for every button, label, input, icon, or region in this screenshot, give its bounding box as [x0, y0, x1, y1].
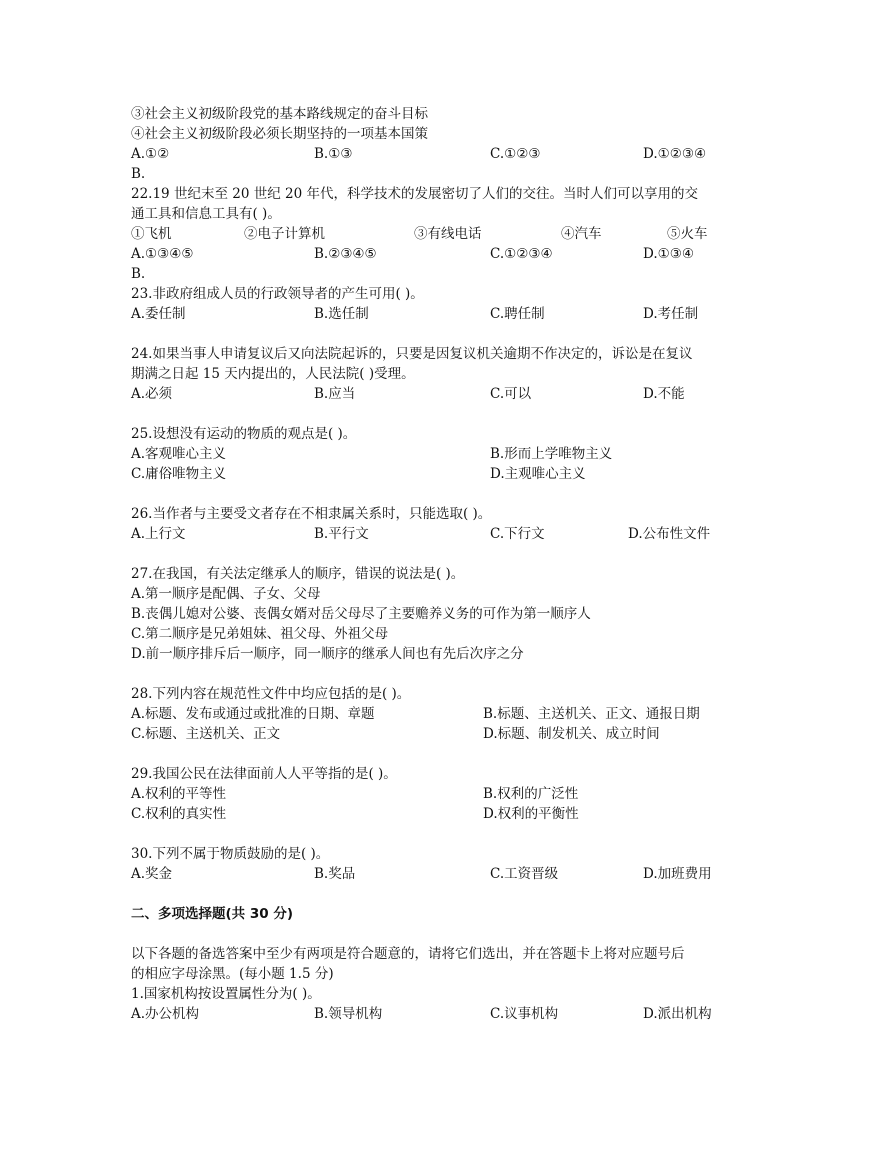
- q21-option-c: C.①②③: [490, 146, 541, 162]
- exam-page: [131, 104, 771, 1024]
- q28-option-d: D.标题、制发机关、成立时间: [483, 726, 660, 742]
- spacer: [131, 484, 771, 504]
- q24-stem-line-1: 24.如果当事人申请复议后又向法院起诉的，只要是因复议机关逾期不作决定的，诉讼是在复议: [131, 346, 693, 362]
- q22-items: [131, 224, 771, 244]
- q30-options: [131, 864, 771, 884]
- mq1-options: [131, 1004, 771, 1024]
- section-2-instruction-line-2: 的相应字母涂黑。(每小题 1.5 分): [131, 966, 334, 982]
- mq1-stem: 1.国家机构按设置属性分为( )。: [131, 986, 321, 1002]
- q22-option-b: B.②③④⑤: [314, 246, 377, 262]
- q23-option-b: B.选任制: [314, 306, 369, 322]
- q29-options-row-1: [131, 784, 771, 804]
- q30-option-c: C.工资晋级: [490, 866, 559, 882]
- spacer: [131, 544, 771, 564]
- spacer: [131, 404, 771, 424]
- q24-option-d: D.不能: [643, 386, 685, 402]
- section-2-instruction-line-1: 以下各题的备选答案中至少有两项是符合题意的，请将它们选出，并在答题卡上将对应题号后: [131, 946, 685, 962]
- q29-option-a: A.权利的平等性: [131, 786, 227, 802]
- q26-stem: 26.当作者与主要受文者存在不相隶属关系时，只能选取( )。: [131, 506, 492, 522]
- q23-option-c: C.聘任制: [490, 306, 545, 322]
- spacer: [131, 664, 771, 684]
- q22-option-d: D.①③④: [643, 246, 694, 262]
- q26-option-d: D.公布性文件: [628, 526, 711, 542]
- q24-options: [131, 384, 771, 404]
- q26-options: [131, 524, 771, 544]
- q25-option-d: D.主观唯心主义: [490, 466, 586, 482]
- q29-option-c: C.权利的真实性: [131, 806, 227, 822]
- q29-option-b: B.权利的广泛性: [483, 786, 579, 802]
- q23-stem: 23.非政府组成人员的行政领导者的产生可用( )。: [131, 286, 424, 302]
- q30-stem: 30.下列不属于物质鼓励的是( )。: [131, 846, 330, 862]
- q22-option-c: C.①②③④: [490, 246, 553, 262]
- q25-option-a: A.客观唯心主义: [131, 446, 227, 462]
- spacer: [131, 924, 771, 944]
- q21-item-3: ③社会主义初级阶段党的基本路线规定的奋斗目标: [131, 106, 428, 122]
- q23-option-d: D.考任制: [643, 306, 699, 322]
- q22-stem-line-2: 通工具和信息工具有( )。: [131, 206, 281, 222]
- q24-stem-line-2: 期满之日起 15 天内提出的，人民法院( )受理。: [131, 366, 415, 382]
- spacer: [131, 744, 771, 764]
- q30-option-a: A.奖金: [131, 866, 173, 882]
- q21-item-4: ④社会主义初级阶段必须长期坚持的一项基本国策: [131, 126, 428, 142]
- q21-option-b: B.①③: [314, 146, 353, 162]
- q23-options: [131, 304, 771, 324]
- q21-answer: B.: [131, 166, 146, 182]
- q24-option-c: C.可以: [490, 386, 532, 402]
- q27-option-b: B.丧偶儿媳对公婆、丧偶女婿对岳父母尽了主要赡养义务的可作为第一顺序人: [131, 606, 591, 622]
- q21-option-a: A.①②: [131, 146, 170, 162]
- q22-item-4: ④汽车: [561, 226, 602, 242]
- mq1-option-d: D.派出机构: [643, 1006, 712, 1022]
- q27-option-c: C.第二顺序是兄弟姐妹、祖父母、外祖父母: [131, 626, 389, 642]
- q28-options-row-2: [131, 724, 771, 744]
- q25-options-row-1: [131, 444, 771, 464]
- q22-item-5: ⑤火车: [667, 226, 708, 242]
- q28-option-b: B.标题、主送机关、正文、通报日期: [483, 706, 700, 722]
- q27-stem: 27.在我国，有关法定继承人的顺序，错误的说法是( )。: [131, 566, 465, 582]
- mq1-option-b: B.领导机构: [314, 1006, 383, 1022]
- q22-options: [131, 244, 771, 264]
- q29-options-row-2: [131, 804, 771, 824]
- q23-option-a: A.委任制: [131, 306, 186, 322]
- q27-option-a: A.第一顺序是配偶、子女、父母: [131, 586, 321, 602]
- q26-option-c: C.下行文: [490, 526, 545, 542]
- q21-options: [131, 144, 771, 164]
- q30-option-d: D.加班费用: [643, 866, 712, 882]
- section-2-heading: 二、多项选择题(共 30 分): [131, 906, 294, 922]
- q27-option-d: D.前一顺序排斥后一顺序，同一顺序的继承人间也有先后次序之分: [131, 646, 524, 662]
- q28-option-a: A.标题、发布或通过或批准的日期、章题: [131, 706, 375, 722]
- q24-option-b: B.应当: [314, 386, 356, 402]
- q25-option-c: C.庸俗唯物主义: [131, 466, 227, 482]
- mq1-option-c: C.议事机构: [490, 1006, 559, 1022]
- q22-item-3: ③有线电话: [414, 226, 482, 242]
- q25-option-b: B.形而上学唯物主义: [490, 446, 613, 462]
- q30-option-b: B.奖品: [314, 866, 356, 882]
- q22-stem-line-1: 22.19 世纪末至 20 世纪 20 年代，科学技术的发展密切了人们的交往。当时人们可以享用的交: [131, 186, 698, 202]
- q22-option-a: A.①③④⑤: [131, 246, 194, 262]
- q25-options-row-2: [131, 464, 771, 484]
- q21-option-d: D.①②③④: [643, 146, 707, 162]
- q29-stem: 29.我国公民在法律面前人人平等指的是( )。: [131, 766, 397, 782]
- q28-stem: 28.下列内容在规范性文件中均应包括的是( )。: [131, 686, 411, 702]
- q25-stem: 25.设想没有运动的物质的观点是( )。: [131, 426, 357, 442]
- q26-option-b: B.平行文: [314, 526, 369, 542]
- q28-option-c: C.标题、主送机关、正文: [131, 726, 281, 742]
- mq1-option-a: A.办公机构: [131, 1006, 200, 1022]
- q22-item-2: ②电子计算机: [244, 226, 325, 242]
- spacer: [131, 824, 771, 844]
- q22-answer: B.: [131, 266, 146, 282]
- q24-option-a: A.必须: [131, 386, 173, 402]
- spacer: [131, 884, 771, 904]
- q29-option-d: D.权利的平衡性: [483, 806, 579, 822]
- spacer: [131, 324, 771, 344]
- q28-options-row-1: [131, 704, 771, 724]
- q26-option-a: A.上行文: [131, 526, 186, 542]
- q22-item-1: ①飞机: [131, 226, 172, 242]
